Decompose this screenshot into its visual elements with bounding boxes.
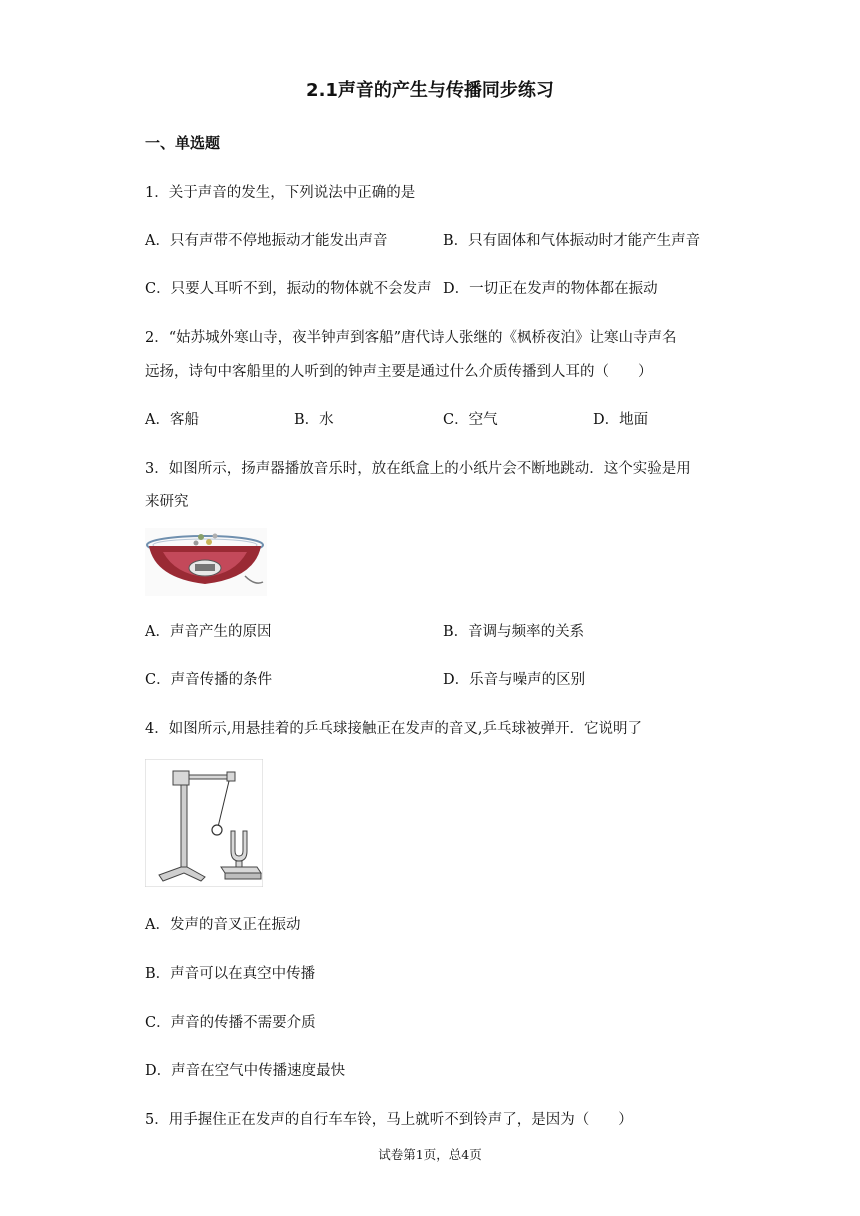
page-title: 2.1声音的产生与传播同步练习	[306, 80, 554, 101]
q3-option-d: D．乐音与噪声的区别	[443, 672, 586, 688]
q2-option-c: C．空气	[443, 412, 498, 428]
question-2-stem-line2: 远扬，诗句中客船里的人听到的钟声主要是通过什么介质传播到人耳的（ ）	[145, 364, 653, 380]
question-3-stem-line1: 3．如图所示，扬声器播放音乐时，放在纸盒上的小纸片会不断地跳动．这个实验是用	[145, 461, 691, 477]
q1-option-b: B．只有固体和气体振动时才能产生声音	[443, 233, 701, 249]
page-footer: 试卷第1页，总4页	[378, 1147, 482, 1162]
speaker-figure	[145, 528, 267, 596]
q1-option-d: D．一切正在发声的物体都在振动	[443, 281, 658, 297]
q2-option-d: D．地面	[593, 412, 649, 428]
question-4-stem: 4．如图所示,用悬挂着的乒乓球接触正在发声的音叉,乒乓球被弹开．它说明了	[145, 721, 642, 737]
section-heading: 一、单选题	[145, 134, 221, 152]
q1-option-a: A．只有声带不停地振动才能发出声音	[145, 233, 388, 249]
q1-option-c: C．只要人耳听不到，振动的物体就不会发声	[145, 281, 432, 297]
question-2-stem-line1: 2．“姑苏城外寒山寺，夜半钟声到客船”唐代诗人张继的《枫桥夜泊》让寒山寺声名	[145, 330, 677, 346]
q3-option-c: C．声音传播的条件	[145, 672, 273, 688]
question-5-stem: 5．用手握住正在发声的自行车车铃，马上就听不到铃声了，是因为（ ）	[145, 1112, 633, 1128]
question-3-stem-line2: 来研究	[145, 494, 189, 510]
q4-option-a: A．发声的音叉正在振动	[145, 917, 301, 933]
q2-option-a: A．客船	[145, 412, 199, 428]
q2-option-b: B．水	[294, 412, 334, 428]
q4-option-b: B．声音可以在真空中传播	[145, 966, 316, 982]
tuning-fork-figure	[145, 759, 263, 887]
q4-option-c: C．声音的传播不需要介质	[145, 1015, 316, 1031]
q3-option-a: A．声音产生的原因	[145, 624, 272, 640]
q3-option-b: B．音调与频率的关系	[443, 624, 585, 640]
q4-option-d: D．声音在空气中传播速度最快	[145, 1063, 346, 1079]
question-1-stem: 1．关于声音的发生，下列说法中正确的是	[145, 185, 416, 201]
